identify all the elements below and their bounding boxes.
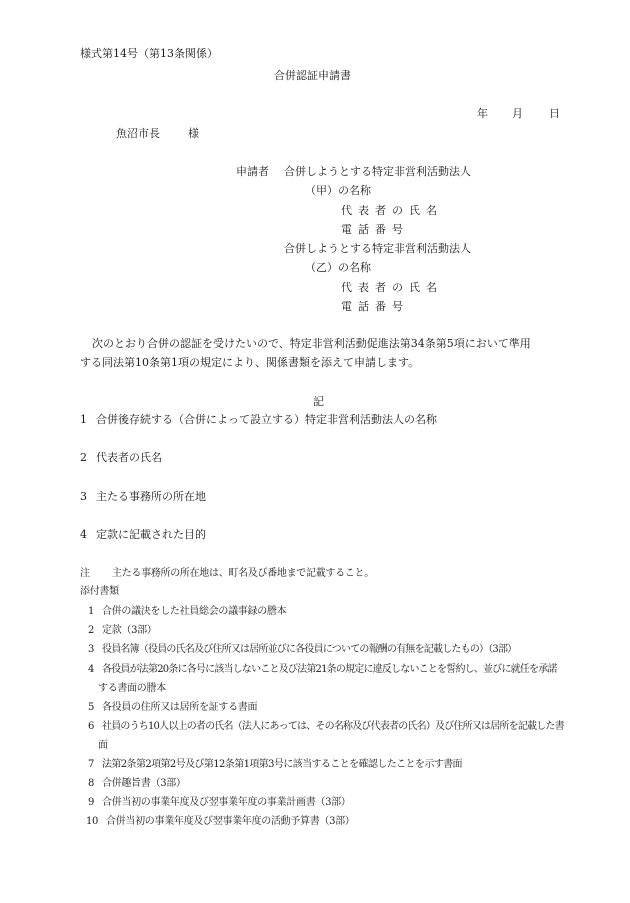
attachment-3-number: 3 (88, 644, 95, 655)
date-year: 年 (477, 107, 488, 120)
note-text: 主たる事務所の所在地は、町名及び番地まで記載すること。 (112, 568, 374, 579)
body-line-1: 次のとおり合併の認証を受けたいので、特定非営利活動促進法第34条第5項において準用 (92, 337, 531, 350)
attachment-7-text: 法第2条第2項第2号及び第12条第1項第3号に該当することを確認したことを示す書面 (102, 759, 462, 770)
item-3-number: 3 (80, 490, 87, 503)
corp-a-line1: 合併しようとする特定非営利活動法人 (284, 165, 471, 178)
attachment-5-number: 5 (88, 702, 95, 713)
corp-b-line1: 合併しようとする特定非営利活動法人 (284, 242, 471, 255)
attachment-9-number: 9 (88, 797, 95, 808)
document-title: 合併認証申請書 (274, 69, 351, 82)
attachment-9-text: 合併当初の事業年度及び翌事業年度の事業計画書（3部） (102, 797, 351, 808)
corp-b-line2: （乙）の名称 (305, 261, 371, 274)
item-1-number: 1 (80, 413, 87, 426)
item-2-text: 代表者の氏名 (96, 451, 162, 464)
applicant-label: 申請者 (236, 165, 269, 178)
attachment-7-number: 7 (88, 759, 95, 770)
corp-b-phone: 電話番号 (341, 300, 409, 313)
attachment-2-number: 2 (88, 625, 95, 636)
ki-heading: 記 (313, 395, 324, 408)
item-4-text: 定款に記載された目的 (96, 528, 206, 541)
date-month: 月 (512, 107, 523, 120)
attachment-1-number: 1 (88, 606, 95, 617)
attachment-5-text: 各役員の住所又は居所を証する書面 (102, 702, 258, 713)
corp-a-line2: （甲）の名称 (305, 184, 371, 197)
body-line-2: する同法第10条第1項の規定により、関係書類を添えて申請します。 (80, 356, 420, 369)
item-4-number: 4 (80, 528, 87, 541)
attachment-4-text-cont: する書面の謄本 (98, 683, 166, 694)
attachment-8-number: 8 (88, 778, 95, 789)
attachment-8-text: 合併趣旨書（3部） (102, 778, 186, 789)
form-number: 様式第14号（第13条関係） (80, 47, 218, 60)
corp-a-rep-name: 代表者の氏名 (341, 204, 443, 217)
attachment-6-text-cont: 面 (98, 740, 108, 751)
attachment-10-text: 合併当初の事業年度及び翌事業年度の活動予算書（3部） (106, 816, 355, 827)
attachment-4-text: 各役員が法第20条に各号に該当しないこと及び法第21条の規定に違反しないことを誓約し、並びに就任を承諾 (102, 664, 557, 675)
attachments-title: 添付書類 (80, 586, 119, 597)
item-2-number: 2 (80, 451, 87, 464)
attachment-4-number: 4 (88, 664, 95, 675)
attachment-10-number: 10 (86, 816, 99, 827)
attachment-1-text: 合併の議決をした社員総会の議事録の謄本 (102, 606, 287, 617)
attachment-2-text: 定款（3部） (102, 625, 157, 636)
attachment-3-text: 役員名簿（役員の氏名及び住所又は居所並びに各役員についての報酬の有無を記載したもの）（3部） (102, 644, 517, 655)
attachment-6-number: 6 (88, 721, 95, 732)
item-1-text: 合併後存続する（合併によって設立する）特定非営利活動法人の名称 (96, 413, 437, 426)
corp-b-rep-name: 代表者の氏名 (341, 281, 443, 294)
attachment-6-text: 社員のうち10人以上の者の氏名（法人にあっては、その名称及び代表者の氏名）及び住所又は居所を記載した書 (102, 721, 564, 732)
note-label: 注 (80, 568, 90, 579)
corp-a-phone: 電話番号 (341, 223, 409, 236)
date-day: 日 (549, 107, 560, 120)
addressee-honorific: 様 (188, 127, 199, 140)
item-3-text: 主たる事務所の所在地 (96, 490, 206, 503)
addressee-name: 魚沼市長 (116, 127, 160, 140)
